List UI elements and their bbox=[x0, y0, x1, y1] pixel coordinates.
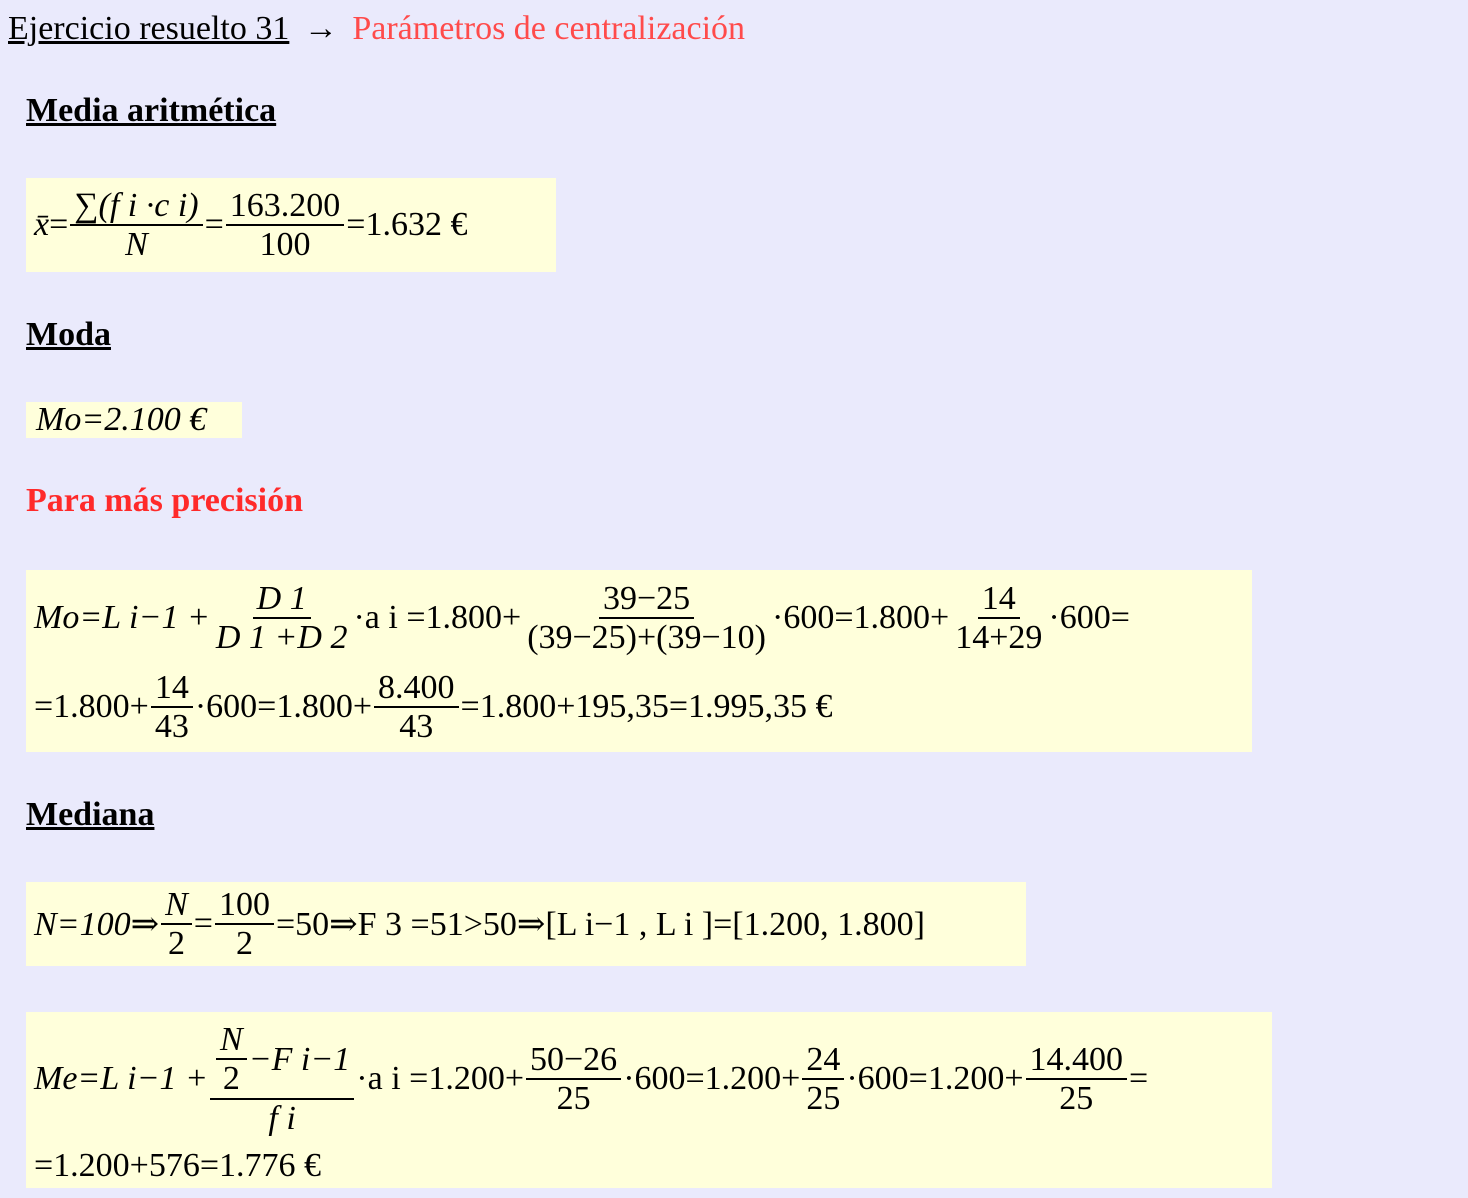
page-title: Parámetros de centralización bbox=[352, 10, 746, 47]
fraction-sum bbox=[70, 187, 202, 264]
fraction-numerator: 39−25 bbox=[599, 580, 694, 619]
formula-part: ·600=1.200+ bbox=[623, 1060, 801, 1097]
fraction-values bbox=[226, 187, 345, 264]
fraction-denominator: 2 bbox=[222, 1060, 240, 1098]
fraction-denominator: 25 bbox=[806, 1080, 841, 1117]
fraction-denominator: 100 bbox=[259, 226, 311, 263]
formula-media bbox=[26, 178, 556, 272]
fraction-numerator: N bbox=[161, 886, 192, 925]
formula-mediana-interval bbox=[26, 882, 1026, 966]
formula-part: ·600=1.800+ bbox=[194, 688, 373, 725]
fraction bbox=[802, 1041, 844, 1118]
fraction-numerator: 14.400 bbox=[1026, 1041, 1128, 1080]
equals-sign: = bbox=[193, 905, 213, 942]
fraction-denominator: f i bbox=[268, 1099, 296, 1137]
fraction-numerator: 14 bbox=[978, 580, 1020, 619]
section-heading-media: Media aritmética bbox=[26, 92, 277, 129]
formula-result: =1.632 € bbox=[346, 206, 468, 243]
exercise-link[interactable]: Ejercicio resuelto 31 bbox=[8, 10, 290, 47]
fraction bbox=[374, 669, 459, 746]
formula-result: =1.200+576=1.776 € bbox=[34, 1147, 322, 1184]
section-heading-mediana: Mediana bbox=[26, 796, 155, 833]
fraction-numerator: D 1 bbox=[253, 580, 311, 619]
fraction-denominator: 14+29 bbox=[955, 619, 1043, 656]
fraction-numerator: N bbox=[216, 1021, 247, 1060]
equals-sign: = bbox=[49, 206, 69, 243]
arrow-icon: → bbox=[303, 10, 338, 47]
fraction-numerator: 163.200 bbox=[226, 187, 345, 226]
formula-part: =50⇒F 3 =51>50⇒[L i−1 , L i ]=[1.200, 1.800] bbox=[275, 906, 925, 943]
fraction bbox=[161, 886, 192, 963]
formula-part: Me=L i−1 + bbox=[34, 1060, 208, 1097]
fraction-denominator: 43 bbox=[154, 708, 189, 745]
formula-part: ·a i =1.200+ bbox=[356, 1060, 524, 1097]
section-heading-moda: Moda bbox=[26, 316, 111, 353]
formula-part: N=100⇒ bbox=[34, 906, 160, 943]
fraction-denominator: 25 bbox=[556, 1080, 591, 1117]
section-heading-precision: Para más precisión bbox=[26, 482, 304, 519]
formula-part: ·600=1.200+ bbox=[846, 1060, 1024, 1097]
fraction bbox=[526, 1041, 621, 1118]
formula-part: ·600= bbox=[1048, 599, 1130, 636]
formula-result: =1.800+195,35=1.995,35 € bbox=[460, 688, 833, 725]
mean-symbol: x̄ bbox=[34, 206, 50, 243]
formula-part: −F i−1 bbox=[248, 1040, 351, 1078]
fraction bbox=[1026, 1041, 1128, 1118]
fraction bbox=[215, 886, 274, 963]
fraction bbox=[151, 669, 193, 746]
header-line bbox=[8, 8, 745, 50]
fraction-numerator: 100 bbox=[215, 886, 274, 925]
fraction-numerator: 24 bbox=[802, 1041, 844, 1080]
formula-part: =1.800+ bbox=[34, 688, 149, 725]
fraction-denominator: 25 bbox=[1059, 1080, 1094, 1117]
fraction-numerator: ∑(f i ·c i) bbox=[70, 187, 202, 226]
fraction-numerator: 50−26 bbox=[526, 1041, 621, 1080]
fraction-numerator bbox=[210, 1021, 354, 1100]
formula-part: Mo=L i−1 + bbox=[34, 599, 210, 636]
equals-sign: = bbox=[204, 206, 224, 243]
formula-mediana-value bbox=[26, 1012, 1272, 1188]
formula-part: ·600=1.800+ bbox=[772, 599, 950, 636]
fraction-numerator: 14 bbox=[151, 669, 193, 708]
fraction bbox=[523, 580, 770, 657]
fraction-denominator: (39−25)+(39−10) bbox=[527, 619, 767, 656]
fraction-numerator: 8.400 bbox=[374, 669, 459, 708]
formula-text: Mo=2.100 € bbox=[36, 401, 207, 438]
fraction-complex bbox=[210, 1021, 354, 1137]
fraction bbox=[212, 580, 352, 657]
formula-part: = bbox=[1129, 1060, 1149, 1097]
fraction-denominator: 2 bbox=[167, 925, 185, 962]
formula-part: ·a i =1.800+ bbox=[353, 599, 522, 636]
formula-moda-precision bbox=[26, 570, 1252, 752]
fraction-denominator: 43 bbox=[399, 708, 434, 745]
fraction bbox=[951, 580, 1046, 657]
fraction-denominator: D 1 +D 2 bbox=[215, 619, 348, 656]
formula-moda bbox=[26, 402, 242, 438]
fraction-inner bbox=[216, 1021, 247, 1098]
fraction-denominator: N bbox=[125, 226, 148, 263]
fraction-denominator: 2 bbox=[235, 925, 253, 962]
